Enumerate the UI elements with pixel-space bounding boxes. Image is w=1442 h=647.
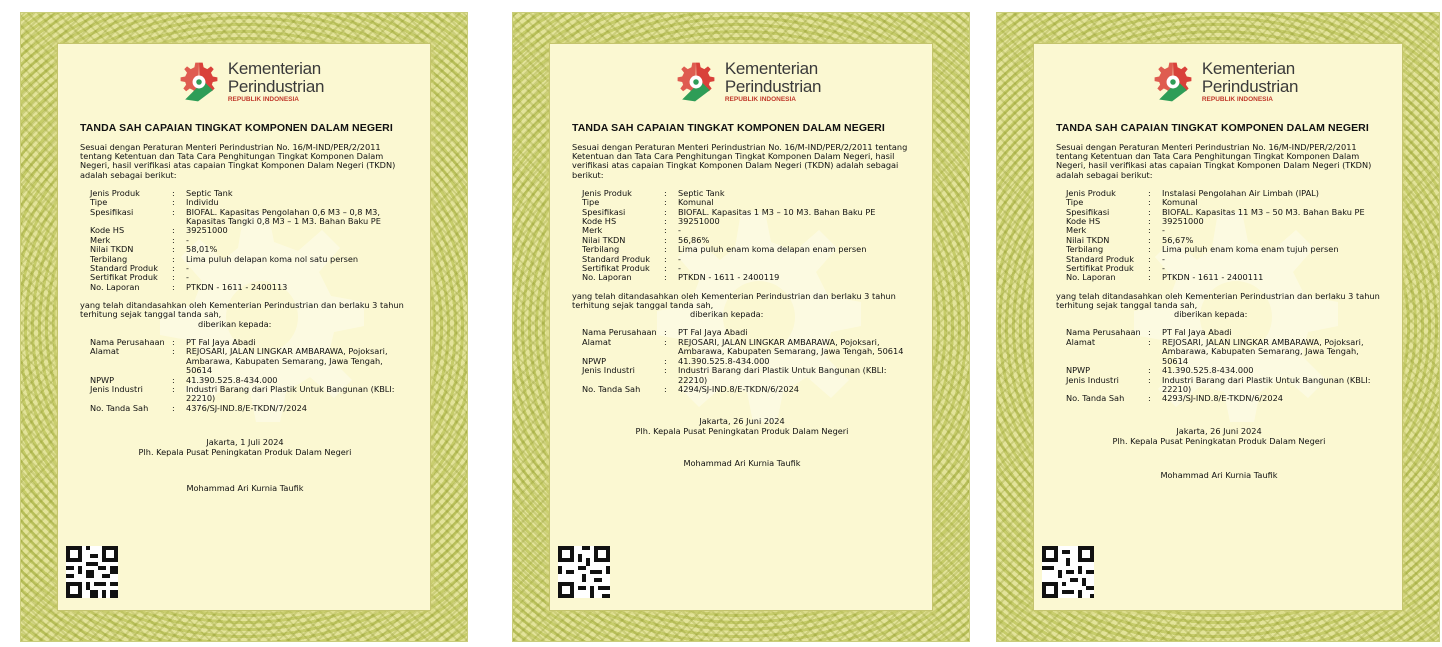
field-value: 41.390.525.8-434.000 bbox=[186, 374, 278, 385]
field-row: Standard Produk : - bbox=[90, 264, 410, 273]
ministry-logo bbox=[582, 54, 912, 110]
place-date: Jakarta, 26 Juni 2024 bbox=[1176, 425, 1262, 436]
field-value: Lima puluh delapan koma nol satu persen bbox=[186, 253, 359, 264]
certificate-inner-panel bbox=[57, 43, 431, 611]
field-row: Merk : - bbox=[90, 236, 410, 245]
field-value: Industri Barang dari Plastik Untuk Bangunan (KBLI: 22210) bbox=[186, 383, 395, 404]
ministry-logo bbox=[90, 54, 410, 110]
field-row: Kode HS : 39251000 bbox=[90, 226, 410, 235]
field-row: No. Tanda Sah : 4376/SJ-IND.8/E-TKDN/7/2024 bbox=[90, 404, 410, 413]
field-row: Spesifikasi : BIOFAL. Kapasitas 11 M3 – 50 M3. Bahan Baku PE bbox=[1066, 208, 1382, 217]
field-value: BIOFAL. Kapasitas 1 M3 – 10 M3. Bahan Baku PE bbox=[678, 206, 876, 217]
certificate-2 bbox=[512, 12, 970, 642]
field-row: Terbilang : Lima puluh enam koma delapan enam persen bbox=[582, 245, 912, 254]
field-label: Merk bbox=[582, 225, 603, 236]
signer-name: Mohammad Ari Kurnia Taufik bbox=[1160, 469, 1278, 480]
field-value: PTKDN - 1611 - 2400113 bbox=[186, 281, 288, 292]
field-label: Nilai TKDN bbox=[1066, 234, 1110, 245]
field-label: No. Laporan bbox=[90, 281, 140, 292]
signing-office: Plh. Kepala Pusat Peningkatan Produk Dalam Negeri bbox=[138, 447, 352, 458]
field-value: - bbox=[1162, 263, 1165, 274]
field-row: No. Laporan : PTKDN - 1611 - 2400119 bbox=[582, 273, 912, 282]
field-row: Alamat : REJOSARI, JALAN LINGKAR AMBARAWA, Pojoksari, Ambarawa, Kabupaten Semarang, Jawa Tengah, 50614 bbox=[90, 347, 410, 375]
field-value: - bbox=[678, 253, 681, 264]
field-value: PT Fal Jaya Abadi bbox=[678, 327, 748, 338]
field-label: Jenis Industri bbox=[582, 365, 635, 376]
field-value: PT Fal Jaya Abadi bbox=[1162, 327, 1232, 338]
given-to-label: diberikan kepada: bbox=[690, 309, 764, 320]
field-value: - bbox=[1162, 253, 1165, 264]
field-label: Spesifikasi bbox=[582, 206, 626, 217]
field-row: Sertifikat Produk : - bbox=[90, 273, 410, 282]
ministry-gear-logo-icon bbox=[1150, 59, 1196, 105]
field-value: 56,86% bbox=[678, 234, 710, 245]
field-label: Kode HS bbox=[90, 225, 125, 236]
field-label: NPWP bbox=[1066, 365, 1091, 376]
field-label: Alamat bbox=[90, 346, 120, 357]
ministry-gear-logo-icon bbox=[176, 59, 222, 105]
field-value: 39251000 bbox=[678, 216, 720, 227]
field-row: Kode HS : 39251000 bbox=[1066, 217, 1382, 226]
field-value: 4294/SJ-IND.8/E-TKDN/6/2024 bbox=[678, 383, 800, 394]
field-label: Sertifikat Produk bbox=[90, 272, 158, 283]
logo-subtitle: REPUBLIK INDONESIA bbox=[724, 96, 797, 104]
field-value: BIOFAL. Kapasitas Pengolahan 0,6 M3 – 0,8 M3, Kapasitas Tangki 0,8 M3 – 1 M3. Bahan Baku PE bbox=[186, 206, 381, 227]
qr-code-icon bbox=[558, 546, 610, 598]
field-row: Jenis Industri : Industri Barang dari Plastik Untuk Bangunan (KBLI: 22210) bbox=[90, 385, 410, 404]
field-row: Jenis Industri : Industri Barang dari Plastik Untuk Bangunan (KBLI: 22210) bbox=[1066, 376, 1382, 395]
field-label: Nilai TKDN bbox=[90, 244, 134, 255]
field-row: Nilai TKDN : 56,67% bbox=[1066, 236, 1382, 245]
field-value: PTKDN - 1611 - 2400119 bbox=[678, 272, 780, 283]
field-row: Jenis Produk : Instalasi Pengolahan Air Limbah (IPAL) bbox=[1066, 189, 1382, 198]
field-row: Nilai TKDN : 56,86% bbox=[582, 236, 912, 245]
field-label: NPWP bbox=[582, 355, 607, 366]
field-label: No. Laporan bbox=[582, 272, 632, 283]
field-value: Industri Barang dari Plastik Untuk Bangunan (KBLI: 22210) bbox=[678, 365, 887, 385]
intro-paragraph: Sesuai dengan Peraturan Menteri Perindustrian No. 16/M-IND/PER/2/2011 tentang Ketentuan dan Tata Cara Penghitungan Tingkat Komponen Dalam Negeri, hasil verifikasi atas capaian Tingkat Komponen Dalam Negeri (TKDN) adalah sebagai berikut: bbox=[80, 142, 396, 180]
field-value: REJOSARI, JALAN LINGKAR AMBARAWA, Pojoksari, Ambarawa, Kabupaten Semarang, Jawa Tengah, 50614 bbox=[1162, 336, 1364, 366]
field-label: Tipe bbox=[582, 197, 600, 208]
logo-name-line2: Perindustrian bbox=[724, 77, 822, 97]
field-row: Alamat : REJOSARI, JALAN LINGKAR AMBARAWA, Pojoksari, Ambarawa, Kabupaten Semarang, Jawa Tengah, 50614 bbox=[582, 338, 912, 357]
field-value: - bbox=[186, 263, 189, 274]
field-row: Merk : - bbox=[582, 226, 912, 235]
field-value: - bbox=[678, 225, 681, 236]
field-value: Komunal bbox=[1162, 197, 1198, 208]
certificate-title: TANDA SAH CAPAIAN TINGKAT KOMPONEN DALAM NEGERI bbox=[1056, 122, 1369, 134]
field-row: Terbilang : Lima puluh enam koma enam tujuh persen bbox=[1066, 245, 1382, 254]
field-label: Merk bbox=[1066, 225, 1087, 236]
signer-name: Mohammad Ari Kurnia Taufik bbox=[186, 483, 304, 494]
field-label: Nama Perusahaan bbox=[90, 336, 165, 347]
product-fields bbox=[90, 189, 410, 292]
field-row: Spesifikasi : BIOFAL. Kapasitas Pengolahan 0,6 M3 – 0,8 M3, Kapasitas Tangki 0,8 M3 – 1 M3. Bahan Baku PE bbox=[90, 208, 410, 227]
field-row: Nama Perusahaan : PT Fal Jaya Abadi bbox=[90, 338, 410, 347]
field-row: No. Laporan : PTKDN - 1611 - 2400111 bbox=[1066, 273, 1382, 282]
field-value: 39251000 bbox=[1162, 216, 1204, 227]
field-row: No. Tanda Sah : 4294/SJ-IND.8/E-TKDN/6/2024 bbox=[582, 385, 912, 394]
validity-statement: yang telah ditandasahkan oleh Kementerian Perindustrian dan berlaku 3 tahun terhitung sejak tanggal tanda sah, bbox=[572, 290, 896, 311]
signer-name: Mohammad Ari Kurnia Taufik bbox=[683, 458, 801, 469]
field-label: Jenis Industri bbox=[90, 383, 143, 394]
field-row: Merk : - bbox=[1066, 226, 1382, 235]
field-value: PT Fal Jaya Abadi bbox=[186, 336, 256, 347]
field-label: NPWP bbox=[90, 374, 115, 385]
field-value: - bbox=[678, 263, 681, 274]
field-label: No. Tanda Sah bbox=[90, 402, 149, 413]
validity-statement: yang telah ditandasahkan oleh Kementerian Perindustrian dan berlaku 3 tahun terhitung sejak tanggal tanda sah, bbox=[80, 300, 404, 320]
certificate-inner-panel bbox=[1033, 43, 1403, 611]
qr-code-icon bbox=[66, 546, 118, 598]
field-label: Tipe bbox=[90, 197, 108, 208]
field-row: Spesifikasi : BIOFAL. Kapasitas 1 M3 – 10 M3. Bahan Baku PE bbox=[582, 208, 912, 217]
field-value: - bbox=[186, 234, 189, 245]
field-row: NPWP : 41.390.525.8-434.000 bbox=[1066, 366, 1382, 375]
field-row: Sertifikat Produk : - bbox=[582, 264, 912, 273]
field-label: Kode HS bbox=[582, 216, 617, 227]
product-fields bbox=[1066, 189, 1382, 283]
field-value: REJOSARI, JALAN LINGKAR AMBARAWA, Pojoksari, Ambarawa, Kabupaten Semarang, Jawa Tengah, 50614 bbox=[186, 346, 388, 376]
field-row: Standard Produk : - bbox=[582, 255, 912, 264]
certificate-title: TANDA SAH CAPAIAN TINGKAT KOMPONEN DALAM NEGERI bbox=[572, 122, 885, 134]
field-label: Standard Produk bbox=[1066, 253, 1134, 264]
field-label: Alamat bbox=[1066, 336, 1096, 347]
logo-name-line1: Kementerian bbox=[724, 59, 818, 79]
field-value: PTKDN - 1611 - 2400111 bbox=[1162, 272, 1264, 283]
intro-paragraph: Sesuai dengan Peraturan Menteri Perindustrian No. 16/M-IND/PER/2/2011 tentang Ketentuan dan Tata Cara Penghitungan Tingkat Komponen Dalam Negeri, hasil verifikasi atas capaian Tingkat Komponen Dalam Negeri (TKDN) adalah sebagai berikut: bbox=[572, 142, 908, 180]
field-label: Jenis Produk bbox=[90, 187, 140, 198]
field-label: No. Tanda Sah bbox=[1066, 393, 1125, 404]
field-row: Jenis Produk : Septic Tank bbox=[582, 189, 912, 198]
logo-name-line1: Kementerian bbox=[227, 59, 321, 79]
field-value: 58,01% bbox=[186, 244, 218, 255]
certificate-3 bbox=[996, 12, 1440, 642]
field-row: Kode HS : 39251000 bbox=[582, 217, 912, 226]
field-label: Merk bbox=[90, 234, 111, 245]
field-value: 56,67% bbox=[1162, 234, 1194, 245]
intro-paragraph: Sesuai dengan Peraturan Menteri Perindustrian No. 16/M-IND/PER/2/2011 tentang Ketentuan dan Tata Cara Penghitungan Tingkat Komponen Dalam Negeri, hasil verifikasi atas capaian Tingkat Komponen Dalam Negeri (TKDN) adalah sebagai berikut: bbox=[1056, 142, 1372, 180]
validity-statement: yang telah ditandasahkan oleh Kementerian Perindustrian dan berlaku 3 tahun terhitung sejak tanggal tanda sah, bbox=[1056, 290, 1380, 311]
product-fields bbox=[582, 189, 912, 283]
ministry-gear-logo-icon bbox=[673, 59, 719, 105]
field-value: Individu bbox=[186, 197, 219, 208]
field-value: - bbox=[1162, 225, 1165, 236]
field-row: Nilai TKDN : 58,01% bbox=[90, 245, 410, 254]
field-row: Sertifikat Produk : - bbox=[1066, 264, 1382, 273]
field-value: 41.390.525.8-434.000 bbox=[678, 355, 770, 366]
field-label: Terbilang bbox=[582, 244, 620, 255]
field-label: Spesifikasi bbox=[90, 206, 134, 217]
field-value: REJOSARI, JALAN LINGKAR AMBARAWA, Pojoksari, Ambarawa, Kabupaten Semarang, Jawa Tengah, 50614 bbox=[678, 336, 904, 357]
field-value: Instalasi Pengolahan Air Limbah (IPAL) bbox=[1162, 187, 1319, 198]
certificate-title: TANDA SAH CAPAIAN TINGKAT KOMPONEN DALAM NEGERI bbox=[80, 122, 393, 134]
field-label: Nilai TKDN bbox=[582, 234, 626, 245]
field-row: Tipe : Individu bbox=[90, 198, 410, 207]
company-fields bbox=[582, 328, 912, 394]
field-value: - bbox=[186, 272, 189, 283]
field-value: Komunal bbox=[678, 197, 714, 208]
logo-name-line1: Kementerian bbox=[1201, 59, 1295, 79]
field-value: 4376/SJ-IND.8/E-TKDN/7/2024 bbox=[186, 402, 308, 413]
field-label: Nama Perusahaan bbox=[582, 327, 657, 338]
place-date: Jakarta, 1 Juli 2024 bbox=[206, 437, 284, 448]
field-label: Tipe bbox=[1066, 197, 1084, 208]
field-label: Alamat bbox=[582, 336, 612, 347]
field-row: Nama Perusahaan : PT Fal Jaya Abadi bbox=[582, 328, 912, 337]
field-row: Tipe : Komunal bbox=[582, 198, 912, 207]
field-row: NPWP : 41.390.525.8-434.000 bbox=[90, 376, 410, 385]
company-fields bbox=[1066, 328, 1382, 403]
place-date: Jakarta, 26 Juni 2024 bbox=[699, 416, 785, 427]
field-label: Terbilang bbox=[90, 253, 128, 264]
field-value: 41.390.525.8-434.000 bbox=[1162, 365, 1254, 376]
field-label: Jenis Produk bbox=[1066, 187, 1116, 198]
field-value: Septic Tank bbox=[678, 187, 725, 198]
field-value: Septic Tank bbox=[186, 187, 233, 198]
certificate-inner-panel bbox=[549, 43, 933, 611]
field-label: Jenis Industri bbox=[1066, 374, 1119, 385]
field-label: Standard Produk bbox=[582, 253, 650, 264]
qr-code-icon bbox=[1042, 546, 1094, 598]
field-value: Lima puluh enam koma delapan enam persen bbox=[678, 244, 867, 255]
given-to-label: diberikan kepada: bbox=[198, 318, 272, 329]
field-label: Sertifikat Produk bbox=[1066, 263, 1134, 274]
field-row: Nama Perusahaan : PT Fal Jaya Abadi bbox=[1066, 328, 1382, 337]
logo-subtitle: REPUBLIK INDONESIA bbox=[227, 96, 300, 104]
field-label: Terbilang bbox=[1066, 244, 1104, 255]
field-label: No. Tanda Sah bbox=[582, 383, 641, 394]
company-fields bbox=[90, 338, 410, 413]
logo-name-line2: Perindustrian bbox=[227, 77, 325, 97]
field-row: NPWP : 41.390.525.8-434.000 bbox=[582, 357, 912, 366]
field-label: Kode HS bbox=[1066, 216, 1101, 227]
field-value: 39251000 bbox=[186, 225, 228, 236]
field-row: No. Laporan : PTKDN - 1611 - 2400113 bbox=[90, 283, 410, 292]
given-to-label: diberikan kepada: bbox=[1174, 309, 1248, 320]
field-label: Spesifikasi bbox=[1066, 206, 1110, 217]
field-value: 4293/SJ-IND.8/E-TKDN/6/2024 bbox=[1162, 393, 1284, 404]
field-label: No. Laporan bbox=[1066, 272, 1116, 283]
field-row: No. Tanda Sah : 4293/SJ-IND.8/E-TKDN/6/2024 bbox=[1066, 394, 1382, 403]
field-label: Sertifikat Produk bbox=[582, 263, 650, 274]
logo-subtitle: REPUBLIK INDONESIA bbox=[1201, 96, 1274, 104]
logo-name-line2: Perindustrian bbox=[1201, 77, 1299, 97]
certificate-1 bbox=[20, 12, 468, 642]
field-value: Industri Barang dari Plastik Untuk Bangunan (KBLI: 22210) bbox=[1162, 374, 1371, 394]
field-row: Alamat : REJOSARI, JALAN LINGKAR AMBARAWA, Pojoksari, Ambarawa, Kabupaten Semarang, Jawa Tengah, 50614 bbox=[1066, 338, 1382, 366]
signing-office: Plh. Kepala Pusat Peningkatan Produk Dalam Negeri bbox=[635, 426, 849, 437]
field-label: Standard Produk bbox=[90, 263, 158, 274]
field-label: Jenis Produk bbox=[582, 187, 632, 198]
field-row: Standard Produk : - bbox=[1066, 255, 1382, 264]
field-row: Terbilang : Lima puluh delapan koma nol satu persen bbox=[90, 255, 410, 264]
ministry-logo bbox=[1066, 54, 1382, 110]
field-row: Jenis Produk : Septic Tank bbox=[90, 189, 410, 198]
field-row: Tipe : Komunal bbox=[1066, 198, 1382, 207]
field-value: Lima puluh enam koma enam tujuh persen bbox=[1162, 244, 1339, 255]
field-label: Nama Perusahaan bbox=[1066, 327, 1141, 338]
signing-office: Plh. Kepala Pusat Peningkatan Produk Dalam Negeri bbox=[1112, 435, 1326, 446]
field-row: Jenis Industri : Industri Barang dari Plastik Untuk Bangunan (KBLI: 22210) bbox=[582, 366, 912, 385]
field-value: BIOFAL. Kapasitas 11 M3 – 50 M3. Bahan Baku PE bbox=[1162, 206, 1365, 217]
